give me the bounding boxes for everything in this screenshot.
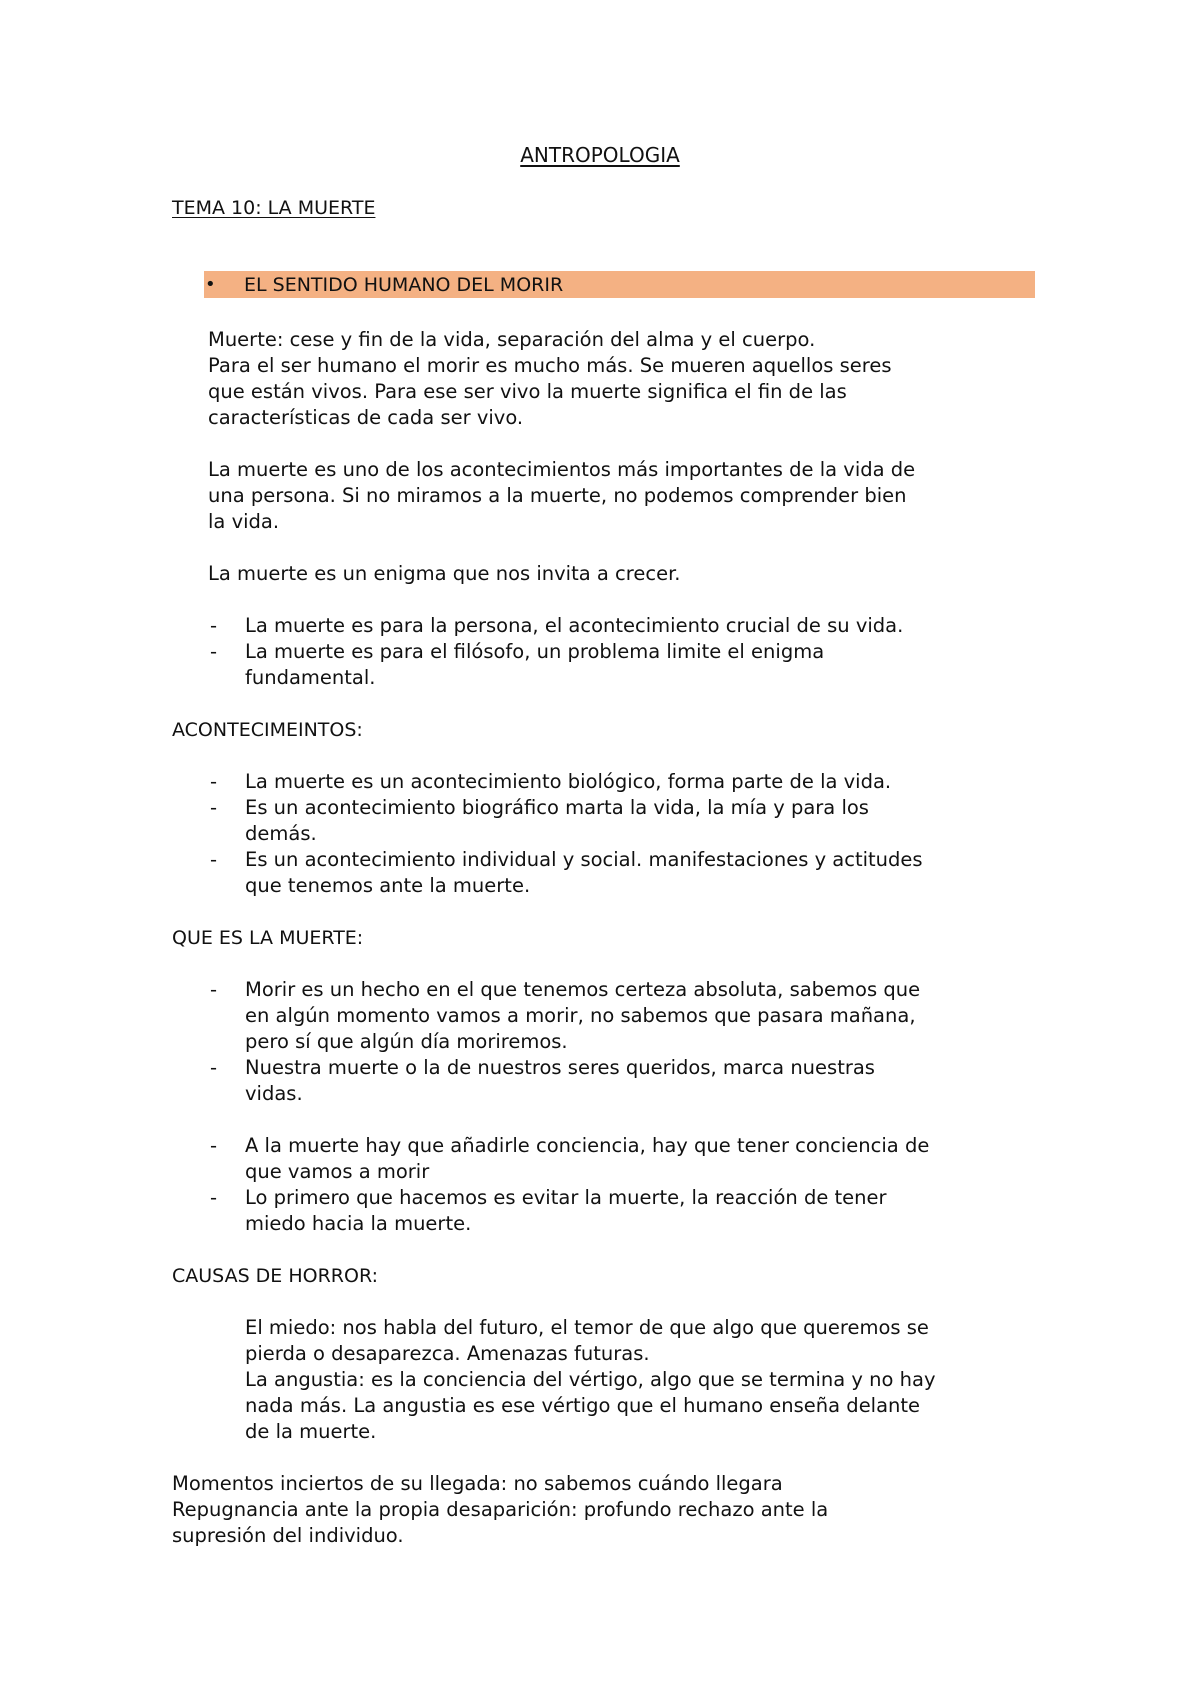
text-line: que están vivos. Para ese ser vivo la muerte significa el fin de las [208,380,847,403]
topic-heading: TEMA 10: LA MUERTE [172,197,376,219]
list-item [245,639,824,691]
text-line: La muerte es para la persona, el acontecimiento crucial de su vida. [245,614,904,637]
heading-causas-de-horror: CAUSAS DE HORROR: [172,1265,378,1287]
section-heading: EL SENTIDO HUMANO DEL MORIR [244,274,564,296]
text-line: demás. [245,822,317,845]
text-line: nada más. La angustia es ese vértigo que el humano enseña delante [245,1394,921,1417]
list-item [245,613,903,639]
text-line: Momentos inciertos de su llegada: no sabemos cuándo llegara [172,1472,783,1495]
text-line: miedo hacia la muerte. [245,1212,472,1235]
intro-paragraph [208,327,892,431]
text-line: Nuestra muerte o la de nuestros seres queridos, marca nuestras [245,1056,875,1079]
heading-acontecimientos: ACONTECIMEINTOS: [172,719,363,741]
closing-paragraph [172,1471,828,1549]
list-item [245,795,869,847]
text-line: A la muerte hay que añadirle conciencia, hay que tener conciencia de [245,1134,930,1157]
dash-marker: - [210,1186,218,1209]
text-line: una persona. Si no miramos a la muerte, no podemos comprender bien [208,484,907,507]
text-line: vidas. [245,1082,303,1105]
list-item [245,1185,887,1237]
text-line: La muerte es un enigma que nos invita a crecer. [208,562,681,585]
document-title: ANTROPOLOGIA [520,143,680,167]
text-line: de la muerte. [245,1420,377,1443]
text-line: que tenemos ante la muerte. [245,874,531,897]
dash-marker: - [210,614,218,637]
dash-marker: - [210,770,218,793]
text-line: Morir es un hecho en el que tenemos certeza absoluta, sabemos que [245,978,921,1001]
text-line: características de cada ser vivo. [208,406,524,429]
bullet-icon: • [205,274,216,295]
dash-marker: - [210,1134,218,1157]
text-line: La muerte es para el filósofo, un problema limite el enigma [245,640,825,663]
text-line: que vamos a morir [245,1160,430,1183]
text-line: pierda o desaparezca. Amenazas futuras. [245,1342,650,1365]
text-line: Es un acontecimiento individual y social. manifestaciones y actitudes [245,848,923,871]
list-item [245,1133,929,1185]
dash-marker: - [210,796,218,819]
text-line: El miedo: nos habla del futuro, el temor de que algo que queremos se [245,1316,929,1339]
text-line: Para el ser humano el morir es mucho más. Se mueren aquellos seres [208,354,892,377]
text-line: en algún momento vamos a morir, no sabemos que pasara mañana, [245,1004,916,1027]
dash-marker: - [210,978,218,1001]
text-line: La muerte es uno de los acontecimientos más importantes de la vida de [208,458,916,481]
heading-que-es-la-muerte: QUE ES LA MUERTE: [172,927,364,949]
dash-marker: - [210,1056,218,1079]
paragraph-enigma [208,561,681,587]
text-line: Repugnancia ante la propia desaparición: profundo rechazo ante la [172,1498,829,1521]
text-line: pero sí que algún día moriremos. [245,1030,568,1053]
text-line: La angustia: es la conciencia del vértigo, algo que se termina y no hay [245,1368,936,1391]
text-line: Es un acontecimiento biográfico marta la vida, la mía y para los [245,796,869,819]
list-item [245,977,920,1055]
text-line: la vida. [208,510,280,533]
text-line: La muerte es un acontecimiento biológico, forma parte de la vida. [245,770,892,793]
text-line: fundamental. [245,666,376,689]
text-line: Lo primero que hacemos es evitar la muerte, la reacción de tener [245,1186,887,1209]
dash-marker: - [210,640,218,663]
list-item [245,1055,875,1107]
text-line: supresión del individuo. [172,1524,404,1547]
causas-paragraph [245,1315,936,1445]
list-item [245,847,923,899]
paragraph-importance [208,457,915,535]
text-line: Muerte: cese y fin de la vida, separación del alma y el cuerpo. [208,328,816,351]
dash-marker: - [210,848,218,871]
list-item [245,769,891,795]
